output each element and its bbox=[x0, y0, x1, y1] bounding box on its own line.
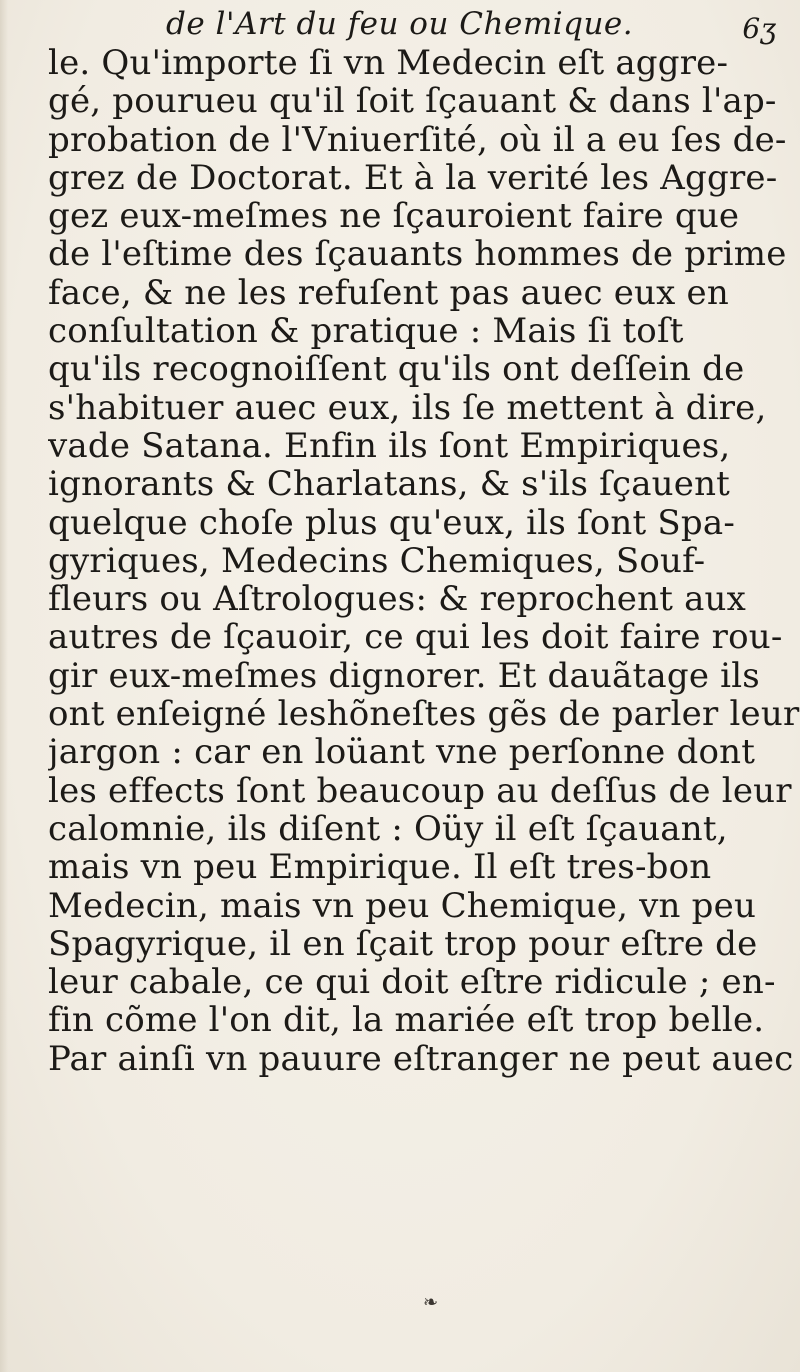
text-line: quelque choſe plus qu'eux, ils ſont Spa- bbox=[48, 503, 736, 542]
text-line: fleurs ou Aſtrologues: & reprochent aux bbox=[48, 580, 747, 619]
page-gutter-shadow bbox=[0, 0, 8, 1372]
text-line: ignorants & Charlatans, & s'ils ſçauent bbox=[48, 465, 731, 504]
ornament-mark: ❧ bbox=[423, 1292, 439, 1313]
text-line: probation de l'Vniuerſité, où il a eu ſes de- bbox=[48, 120, 787, 159]
text-line: autres de ſçauoir, ce qui les doit faire rou- bbox=[48, 618, 783, 657]
text-line: jargon : car en loüant vne perſonne dont bbox=[48, 733, 756, 772]
text-line: fin cõme l'on dit, la mariée eſt trop belle. bbox=[48, 1001, 765, 1040]
text-line: face, & ne les refuſent pas auec eux en bbox=[48, 273, 729, 313]
running-title: de l'Art du feu ou Chemique. bbox=[166, 6, 634, 42]
text-line: le. Qu'importe ſi vn Medecin eſt aggre- bbox=[48, 44, 729, 83]
text-line: Medecin, mais vn peu Chemique, vn peu bbox=[48, 886, 757, 925]
text-line: vade Satana. Enfin ils ſont Empiriques, bbox=[48, 426, 731, 466]
text-line: gé, pourueu qu'il ſoit ſçauant & dans l'ap- bbox=[48, 82, 777, 121]
text-line: les effects ſont beaucoup au deſſus de leur bbox=[48, 771, 792, 810]
text-line: mais vn peu Empirique. Il eſt tres-bon bbox=[48, 848, 712, 887]
text-line: gir eux-meſmes dignorer. Et dauãtage ils bbox=[48, 656, 760, 696]
text-line: leur cabale, ce qui doit eſtre ridicule ; en- bbox=[48, 963, 776, 1002]
text-line: grez de Doctorat. Et à la verité les Aggre- bbox=[48, 158, 778, 198]
text-line: conſultation & pratique : Mais ſi toſt bbox=[48, 312, 684, 351]
text-line: gyriques, Medecins Chemiques, Souf- bbox=[48, 541, 706, 581]
text-line: calomnie, ils diſent : Oüy il eſt ſçauant, bbox=[48, 809, 728, 849]
text-line: Par ainſi vn pauure eſtranger ne peut auec bbox=[48, 1039, 794, 1079]
body-text bbox=[48, 44, 800, 1078]
page-number: 6ʒ bbox=[742, 12, 776, 45]
running-head bbox=[60, 6, 800, 46]
text-line: s'habituer auec eux, ils ſe mettent à dire, bbox=[48, 388, 767, 427]
text-line: de l'eſtime des ſçauants hommes de prime bbox=[48, 235, 787, 274]
text-line: gez eux-meſmes ne ſçauroient faire que bbox=[48, 197, 740, 236]
text-line: qu'ils recognoiſſent qu'ils ont deſſein de bbox=[48, 350, 745, 389]
text-line: ont enſeigné leshõneſtes gẽs de parler leur bbox=[48, 695, 800, 734]
text-line: Spagyrique, il en ſçait trop pour eſtre de bbox=[48, 924, 758, 964]
